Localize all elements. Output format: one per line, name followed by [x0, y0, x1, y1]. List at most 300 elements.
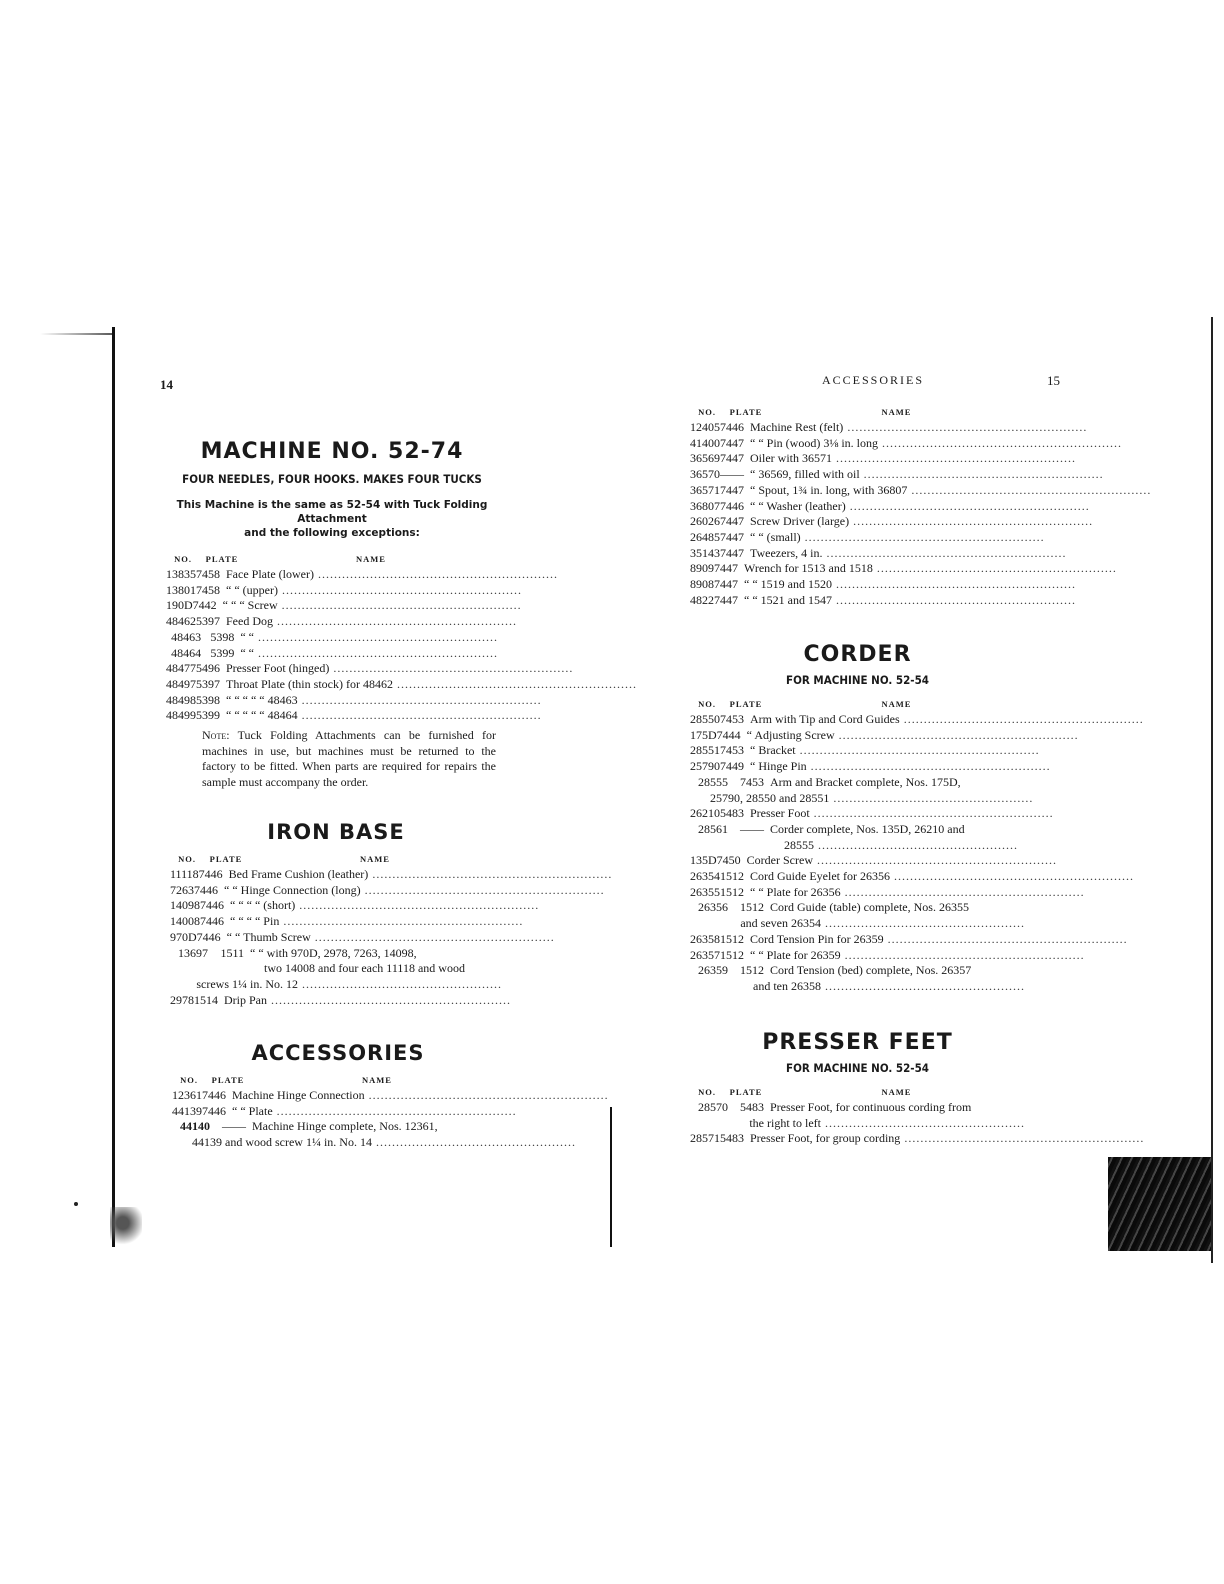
dot-leader: ............................................................ [831, 577, 1076, 592]
parts-row [166, 646, 498, 662]
part-name-continued: and ten 26358 [753, 978, 821, 993]
part-name: Corder complete, Nos. 135D, 26210 and [770, 821, 965, 836]
part-name: Presser Foot, for continuous cording from [770, 1100, 972, 1114]
book-spread [0, 317, 1224, 1263]
part-name-continued: 44139 and wood screw 1¼ in. No. 14 [192, 1135, 372, 1150]
dot-leader: ............................................................ [843, 420, 1088, 434]
part-name-cell [750, 514, 1093, 530]
table-header [690, 1087, 1025, 1097]
part-name: “ “ 1521 and 1547 [744, 592, 832, 607]
dot-leader: ............................................................ [795, 743, 1040, 758]
part-name-cell [739, 979, 1025, 995]
plate-number: 7447 [720, 529, 744, 544]
part-name-cell [226, 614, 517, 630]
part-number: 36569 [690, 451, 720, 466]
parts-row [170, 992, 511, 1009]
parts-list [170, 867, 613, 1008]
part-name-cell [770, 1100, 1025, 1116]
part-number: 28561 [698, 821, 728, 836]
part-name: “ “ [240, 629, 254, 644]
parts-row [170, 882, 605, 899]
part-name-cell [250, 946, 502, 962]
dot-leader: ............................................................ [840, 947, 1085, 962]
part-name-cell [224, 883, 605, 899]
header-no: NO. [180, 1075, 198, 1085]
table-header [166, 554, 498, 564]
plate-number: 7453 [720, 743, 744, 758]
plate-number: 7447 [714, 592, 738, 607]
parts-row [690, 420, 1088, 436]
dot-leader: ............................................................ [310, 929, 555, 944]
part-name: “ “ “ “ “ 48464 [226, 708, 298, 723]
header-no: NO. [174, 554, 192, 564]
plate-number: 5397 [196, 614, 220, 629]
dot-leader: ............................................................ [364, 1088, 609, 1102]
plate-number: 5399 [196, 708, 220, 723]
part-name: “ “ “ “ (short) [230, 898, 296, 913]
accessories-continued [690, 407, 1152, 608]
part-name: “ Bracket [750, 743, 796, 758]
part-name: “ “ “ Screw [222, 598, 278, 613]
continuation-line [690, 916, 1025, 932]
part-name: “ “ (upper) [226, 582, 278, 597]
part-name: Presser Foot (hinged) [226, 661, 330, 676]
part-name: “ “ [240, 645, 254, 660]
part-name: Machine Rest (felt) [750, 420, 844, 434]
part-name-continued: and seven 26354 [740, 916, 821, 931]
part-name: “ “ Plate [232, 1103, 273, 1118]
section-title: IRON BASE [267, 820, 405, 844]
plate-number: 5399 [210, 645, 235, 660]
parts-row [690, 451, 1076, 467]
plate-number: 1512 [720, 947, 744, 962]
table-header [690, 407, 1025, 417]
part-name: Drip Pan [224, 992, 267, 1007]
part-number: 2978 [170, 992, 194, 1007]
dot-leader: ............................................................ [267, 992, 511, 1007]
dot-leader: ............................................................ [840, 884, 1085, 899]
plate-number: 7447 [720, 482, 744, 497]
part-name: Feed Dog [226, 614, 273, 629]
plate-number: 1512 [720, 931, 744, 946]
dot-leader: .................................................. [814, 837, 1018, 852]
part-name-cell [226, 708, 542, 724]
dot-leader: .................................................. [371, 1135, 576, 1150]
header-name: NAME [881, 1087, 912, 1097]
part-name-cell [178, 1135, 576, 1151]
part-name-cell [744, 577, 1076, 593]
part-name: Screw Driver (large) [750, 514, 850, 529]
continuation-line [690, 1116, 1025, 1132]
part-name-cell [226, 661, 573, 677]
part-name-cell [770, 900, 1025, 916]
part-number: 35143 [690, 545, 720, 560]
page-number-left: 14 [160, 377, 173, 392]
table-header [690, 699, 1025, 709]
section-subtitle: FOR MACHINE NO. 52-54 [786, 673, 929, 687]
plate-number: 7444 [716, 727, 741, 742]
part-number: 36807 [690, 498, 720, 513]
part-name-cell [750, 869, 1134, 885]
part-name-cell [226, 583, 522, 599]
part-name: “ Spout, 1¾ in. long, with 36807 [750, 482, 908, 497]
part-number: 13801 [166, 582, 196, 597]
corder-section [690, 642, 1144, 995]
part-name-cell [750, 530, 1045, 546]
parts-row [166, 661, 574, 677]
parts-row [690, 712, 1144, 728]
plate-number: 5397 [196, 676, 220, 691]
section-title: CORDER [803, 642, 912, 667]
part-number: 28555 [698, 774, 728, 789]
parts-row [690, 592, 1076, 609]
dot-leader: ............................................................ [900, 1131, 1145, 1146]
part-name: “ “ 1519 and 1520 [744, 577, 832, 592]
dot-leader: ............................................................ [849, 514, 1094, 529]
part-number: 8909 [690, 561, 714, 576]
parts-row [690, 759, 1051, 775]
plate-number: 7453 [740, 774, 764, 789]
scan-shadow [1108, 1157, 1211, 1251]
part-name: “ “ Plate for 26359 [750, 947, 841, 962]
part-name-cell [227, 930, 555, 946]
continuation-line [170, 977, 502, 993]
parts-row [166, 630, 498, 646]
part-name-continued: 25790, 28550 and 28551 [710, 790, 830, 805]
part-name: Cord Tension Pin for 26359 [750, 931, 884, 946]
part-name-cell [224, 993, 511, 1009]
part-number: 11118 [170, 867, 199, 881]
parts-row [166, 614, 517, 630]
part-name: Arm with Tip and Cord Guides [750, 712, 900, 726]
part-name: Presser Foot [750, 806, 810, 821]
part-name: “ “ (small) [750, 529, 801, 544]
dot-leader: ............................................................ [822, 545, 1067, 560]
dot-leader: ............................................................ [832, 451, 1076, 466]
plate-number: 7442 [192, 598, 217, 613]
plate-number: 7449 [720, 759, 744, 774]
part-name-cell [750, 885, 1085, 901]
part-number: 175D [690, 727, 717, 742]
parts-row [690, 545, 1067, 562]
dot-leader: ............................................................ [272, 1103, 517, 1118]
parts-row [166, 676, 637, 693]
parts-row [172, 1119, 504, 1135]
part-name-cell [744, 561, 1117, 577]
part-name-cell [750, 712, 1144, 728]
part-name: “ 36569, filled with oil [750, 467, 860, 482]
part-name-cell [726, 916, 1025, 932]
part-name: “ “ Washer (leather) [750, 498, 846, 513]
plate-number: 1511 [220, 945, 244, 960]
part-number: 48462 [166, 614, 196, 629]
dot-leader: ............................................................ [859, 467, 1104, 482]
part-name-cell [223, 598, 522, 614]
scan-speck [74, 1202, 78, 1206]
part-name-cell [240, 646, 498, 662]
dot-leader: .................................................. [829, 790, 1034, 805]
part-name-cell [750, 467, 1104, 483]
plate-number: 1512 [740, 900, 764, 915]
table-header [172, 1075, 504, 1085]
header-name: NAME [360, 854, 390, 864]
part-number: 8908 [690, 577, 714, 592]
part-number: 25790 [690, 759, 720, 774]
page-number-right: 15 [1047, 373, 1060, 388]
plate-number: 7458 [196, 567, 220, 581]
parts-row [166, 582, 522, 599]
plate-number: 7458 [196, 582, 220, 597]
part-number: 12405 [690, 420, 720, 434]
dot-leader: ............................................................ [809, 806, 1054, 821]
part-number: 44139 [172, 1103, 202, 1118]
plate-number: 5483 [720, 1131, 744, 1146]
parts-list [172, 1088, 609, 1151]
header-no: NO. [698, 1087, 716, 1097]
dot-leader: ............................................................ [254, 629, 498, 644]
part-number: 26485 [690, 529, 720, 544]
part-name-cell [744, 593, 1076, 609]
part-name-cell [750, 1131, 1144, 1147]
dot-leader: ............................................................ [834, 727, 1079, 742]
part-number: 12361 [172, 1088, 202, 1102]
part-number: 26356 [698, 900, 728, 915]
part-name-cell [250, 961, 502, 977]
plate-number: 7447 [720, 514, 744, 529]
parts-row [690, 775, 1025, 791]
part-number: 14098 [170, 898, 200, 913]
table-header [170, 854, 502, 864]
plate-number: 7447 [720, 451, 744, 466]
part-name-cell [750, 499, 1090, 515]
dot-leader: ............................................................ [368, 867, 613, 881]
part-name: Tweezers, 4 in. [750, 545, 823, 560]
plate-number: 7446 [720, 498, 744, 513]
dot-leader: ............................................................ [800, 529, 1045, 544]
part-name-cell [770, 838, 1025, 854]
part-number: 13835 [166, 567, 196, 581]
dot-leader: ............................................................ [907, 482, 1152, 497]
part-number: 28550 [690, 712, 720, 726]
part-name-cell [230, 914, 523, 930]
parts-row [690, 727, 1079, 744]
plate-number: 7450 [716, 853, 741, 868]
part-name-cell [750, 420, 1087, 436]
part-number: 14008 [170, 914, 200, 929]
intro-line: and the following exceptions: [244, 527, 420, 539]
part-number: 28551 [690, 743, 720, 758]
parts-row [690, 1131, 1145, 1147]
part-name-cell [750, 932, 1128, 948]
parts-row [690, 1100, 1025, 1116]
scan-edge-mark [40, 333, 114, 335]
page-left-edge [112, 327, 115, 1247]
iron-base-section [170, 820, 613, 1008]
parts-row [690, 931, 1128, 948]
part-name-cell [230, 898, 539, 914]
note-text: Tuck Folding Attachments can be furnished for machines in use, but machines must be returned to the factory to be fitted. When parts are required for repairs the sample must accompany the order. [202, 728, 496, 789]
plate-number: 1512 [720, 869, 744, 884]
part-name: “ “ Plate for 26356 [750, 884, 841, 899]
part-name-cell [229, 867, 613, 883]
parts-row [166, 567, 558, 583]
part-name: Wrench for 1513 and 1518 [744, 561, 873, 576]
part-name-cell [735, 1116, 1025, 1132]
part-name-cell [750, 483, 1151, 499]
part-name: Cord Guide Eyelet for 26356 [750, 869, 890, 884]
parts-row [170, 946, 502, 962]
plate-number: 7446 [720, 420, 744, 434]
part-name: “ Hinge Pin [750, 759, 807, 774]
part-name-continued: screws 1¼ in. No. 12 [196, 976, 298, 991]
plate-number: 5398 [196, 692, 220, 707]
header-plate: PLATE [729, 407, 763, 417]
part-name-cell [226, 677, 637, 693]
part-number: 48497 [166, 676, 196, 691]
plate-number: 7447 [720, 545, 744, 560]
dot-leader: ............................................................ [329, 661, 574, 676]
parts-list [690, 420, 1152, 608]
continuation-line [690, 790, 1034, 807]
presser-feet-section [690, 1030, 1145, 1147]
dot-leader: ............................................................ [812, 853, 1057, 868]
part-name: Throat Plate (thin stock) for 48462 [226, 676, 393, 691]
part-name-cell [750, 743, 1040, 759]
dot-leader: ............................................................ [295, 898, 540, 913]
parts-row [690, 884, 1085, 901]
part-name-cell [747, 853, 1057, 869]
part-name: Face Plate (lower) [226, 567, 314, 581]
header-name: NAME [881, 407, 912, 417]
part-name: Cord Guide (table) complete, Nos. 26355 [770, 900, 969, 915]
part-name-cell [770, 822, 1025, 838]
continuation-line [170, 961, 502, 977]
header-no: NO. [698, 699, 716, 709]
parts-row [690, 947, 1085, 964]
part-number: 36571 [690, 482, 720, 497]
part-name: Presser Foot, for group cording [750, 1131, 901, 1146]
parts-row [170, 867, 613, 883]
plate-number: 7446 [202, 1088, 226, 1102]
header-name: NAME [881, 699, 912, 709]
part-name-cell [232, 1088, 609, 1104]
intro-line: This Machine is the same as 52-54 with Tuck Folding Attachment [176, 499, 488, 525]
plate-number: 7447 [720, 435, 744, 450]
section-title: MACHINE NO. 52-74 [200, 439, 464, 464]
part-number: 26358 [690, 931, 720, 946]
part-name-cell [747, 728, 1079, 744]
dot-leader: ............................................................ [279, 914, 524, 929]
part-number: 48463 [171, 629, 202, 644]
parts-row [172, 1088, 609, 1104]
dot-leader: ............................................................ [360, 882, 605, 897]
dot-leader: ............................................................ [254, 645, 498, 660]
dot-leader: ............................................................ [899, 712, 1144, 726]
page-right-edge [1211, 317, 1213, 1263]
part-number: 26357 [690, 947, 720, 962]
plate-number: 5398 [210, 629, 235, 644]
part-name-cell [750, 806, 1054, 822]
parts-row [690, 529, 1045, 546]
plate-number: —— [222, 1119, 246, 1134]
part-name: “ “ “ “ Pin [230, 914, 280, 929]
plate-number: 7446 [200, 898, 224, 913]
plate-number: 7447 [714, 577, 738, 592]
part-number: 48499 [166, 708, 196, 723]
part-number: 28571 [690, 1131, 720, 1146]
part-number: 135D [690, 853, 717, 868]
part-number: 48477 [166, 661, 196, 676]
part-number: 48464 [171, 645, 202, 660]
header-plate: PLATE [211, 1075, 245, 1085]
part-name-cell [750, 759, 1051, 775]
parts-row [170, 914, 524, 930]
dot-leader: ............................................................ [297, 708, 542, 723]
part-name-cell [750, 948, 1085, 964]
plate-number: 5483 [740, 1100, 764, 1114]
part-number: 48498 [166, 692, 196, 707]
parts-row [170, 898, 540, 914]
part-name: “ “ “ “ “ 48463 [226, 692, 298, 707]
note [202, 728, 496, 790]
plate-number: 7447 [714, 561, 738, 576]
header-no: NO. [698, 407, 716, 417]
parts-row [166, 598, 522, 614]
parts-list [690, 712, 1144, 995]
dot-leader: ............................................................ [831, 592, 1076, 607]
section-subtitle: FOR MACHINE NO. 52-54 [786, 1061, 929, 1075]
note-label: Note: [202, 728, 230, 743]
part-name: “ “ Thumb Screw [226, 929, 311, 944]
parts-row [690, 900, 1025, 916]
part-number: 13697 [178, 945, 208, 960]
plate-number: 1512 [720, 884, 744, 899]
header-plate: PLATE [729, 1087, 763, 1097]
part-number: 4822 [690, 592, 714, 607]
part-name: Oiler with 36571 [750, 451, 832, 466]
parts-row [170, 929, 555, 946]
part-number: 36570 [690, 467, 720, 482]
header-plate: PLATE [209, 854, 243, 864]
parts-list [690, 1100, 1145, 1147]
parts-row [690, 806, 1054, 822]
continuation-line [690, 979, 1025, 995]
part-name-continued: the right to left [749, 1115, 821, 1130]
accessories-section [172, 1041, 609, 1151]
part-number: 26354 [690, 869, 720, 884]
parts-row [690, 577, 1076, 593]
section-subtitle: FOUR NEEDLES, FOUR HOOKS. MAKES FOUR TUCKS [182, 472, 482, 486]
dot-leader: ............................................................ [878, 435, 1122, 450]
part-name-cell [750, 546, 1066, 562]
part-name: “ “ with 970D, 2978, 7263, 14098, [250, 945, 417, 960]
dot-leader: .................................................. [298, 976, 502, 991]
part-number: 970D [170, 929, 197, 944]
part-name-cell [252, 1119, 504, 1135]
part-name-cell [226, 693, 542, 709]
part-name-continued: 28555 [784, 837, 814, 852]
dot-leader: ............................................................ [883, 931, 1128, 946]
parts-row [690, 853, 1057, 869]
plate-number: 7446 [196, 929, 221, 944]
continuation-line [690, 838, 1025, 854]
section-title: PRESSER FEET [762, 1030, 953, 1055]
plate-number: 5496 [196, 661, 220, 676]
part-name-cell [232, 1104, 517, 1120]
part-name: “ “ Pin (wood) 3⅛ in. long [750, 435, 878, 450]
part-name-cell [770, 963, 1025, 979]
parts-row [690, 963, 1025, 979]
